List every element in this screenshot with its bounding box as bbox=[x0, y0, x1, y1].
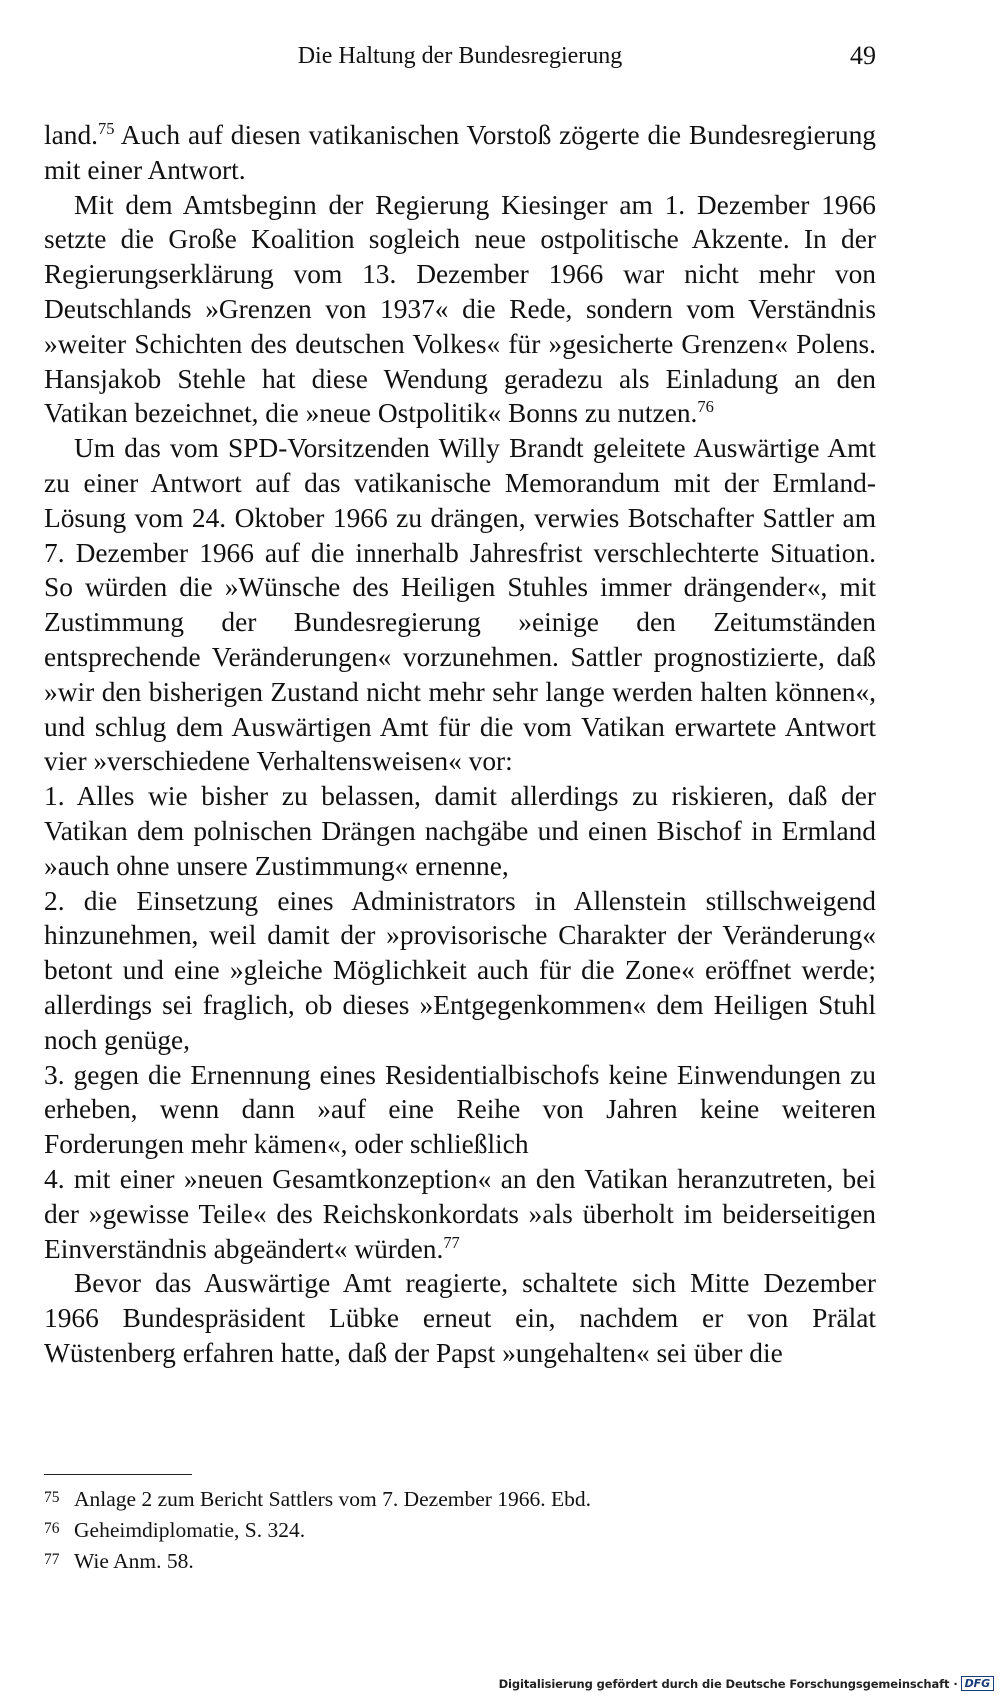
footnote-76 bbox=[44, 1515, 876, 1546]
body-text bbox=[44, 118, 876, 1371]
paragraph-3: Um das vom SPD-Vorsitzenden Willy Brandt geleitete Auswärtige Amt zu einer Antwort auf das vatikanische Memorandum mit der Ermland-Lösung vom 24. Oktober 1966 zu drängen, verwies Botschafter Sattler am 7. Dezember 1966 auf die innerhalb Jahresfrist verschlechterte Situation. So würden die »Wünsche des Heiligen Stuhles immer drängender«, mit Zustimmung der Bundesregierung »einige den Zeitumständen entsprechende Veränderungen« vorzunehmen. Sattler prognostizierte, daß »wir den bisherigen Zustand nicht mehr sehr lange werden halten können«, und schlug dem Auswärtigen Amt für die vom Vatikan erwartete Antwort vier »verschiedene Verhaltensweisen« vor: bbox=[44, 433, 876, 777]
list-item-2: 2. die Einsetzung eines Administrators in Allenstein stillschweigend hinzunehmen, weil damit der »provisorische Charakter der Veränderung« betont und eine »gleiche Möglichkeit auch für die Zone« eröffnet werde; allerdings sei fraglich, ob dieses »Entgegenkommen« dem Heiligen Stuhl noch genüge, bbox=[44, 885, 876, 1055]
paragraph-1 bbox=[44, 118, 876, 188]
footnote-rule bbox=[44, 1474, 192, 1475]
footnote-75 bbox=[44, 1484, 876, 1515]
paragraph-2 bbox=[44, 188, 876, 432]
running-title: Die Haltung der Bundesregierung bbox=[297, 43, 623, 69]
footnote-text: Anlage 2 zum Bericht Sattlers vom 7. Dezember 1966. Ebd. bbox=[74, 1487, 592, 1511]
footnote-text: Wie Anm. 58. bbox=[74, 1549, 194, 1573]
footnote-text: Geheimdiplomatie, S. 324. bbox=[74, 1518, 306, 1542]
paragraph-4: Bevor das Auswärtige Amt reagierte, schaltete sich Mitte Dezember 1966 Bundespräsident Lübke erneut ein, nachdem er von Prälat Wüstenberg erfahren hatte, daß der Papst »ungehalten« sei über die bbox=[44, 1268, 876, 1368]
paragraph-1-rest: Auch auf diesen vatikanischen Vorstoß zögerte die Bundesregierung mit einer Antwort. bbox=[44, 120, 876, 185]
paragraph-1-start: land. bbox=[44, 120, 99, 150]
footnote-ref-76: 76 bbox=[697, 397, 714, 417]
footnote-ref-75: 75 bbox=[98, 119, 115, 139]
footnote-number: 77 bbox=[44, 1551, 60, 1568]
footnote-number: 76 bbox=[44, 1520, 60, 1537]
list-item-1: 1. Alles wie bisher zu belassen, damit allerdings zu riskieren, daß der Vatikan dem polnischen Drängen nachgäbe und einen Bischof in Ermland »auch ohne unsere Zustimmung« ernenne, bbox=[44, 781, 876, 881]
list-item-4-text: 4. mit einer »neuen Gesamtkonzeption« an den Vatikan heranzutreten, bei der »gewisse Teile« des Reichskonkordats »als überholt im beiderseitigen Einverständnis abgeändert« würden. bbox=[44, 1163, 876, 1264]
footnote-77 bbox=[44, 1546, 876, 1577]
running-head bbox=[44, 36, 876, 76]
footnotes bbox=[44, 1484, 876, 1577]
footnote-ref-77: 77 bbox=[443, 1232, 460, 1252]
footnote-number: 75 bbox=[44, 1489, 60, 1506]
list-item-4 bbox=[44, 1162, 876, 1266]
credit-text: Digitalisierung gefördert durch die Deutsche Forschungsgemeinschaft · bbox=[498, 1676, 958, 1691]
paragraph-2-text: Mit dem Amtsbeginn der Regierung Kiesinger am 1. Dezember 1966 setzte die Große Koalition sogleich neue ostpolitische Akzente. In der Regierungserklärung vom 13. Dezember 1966 war nicht mehr von Deutschlands »Grenzen von 1937« die Rede, sondern vom Verständnis »weiter Schichten des deutschen Volkes« für »gesicherte Grenzen« Polens. Hansjakob Stehle hat diese Wendung geradezu als Einladung an den Vatikan bezeichnet, die »neue Ostpolitik« Bonns zu nutzen. bbox=[44, 189, 876, 429]
dfg-logo: DFG bbox=[961, 1676, 994, 1691]
page-number: 49 bbox=[850, 41, 876, 70]
list-item-3: 3. gegen die Ernennung eines Residentialbischofs keine Einwendungen zu erheben, wenn dann »auf eine Reihe von Jahren keine weiteren Forderungen mehr kämen«, oder schließlich bbox=[44, 1059, 876, 1160]
digitization-credit bbox=[499, 1676, 994, 1691]
